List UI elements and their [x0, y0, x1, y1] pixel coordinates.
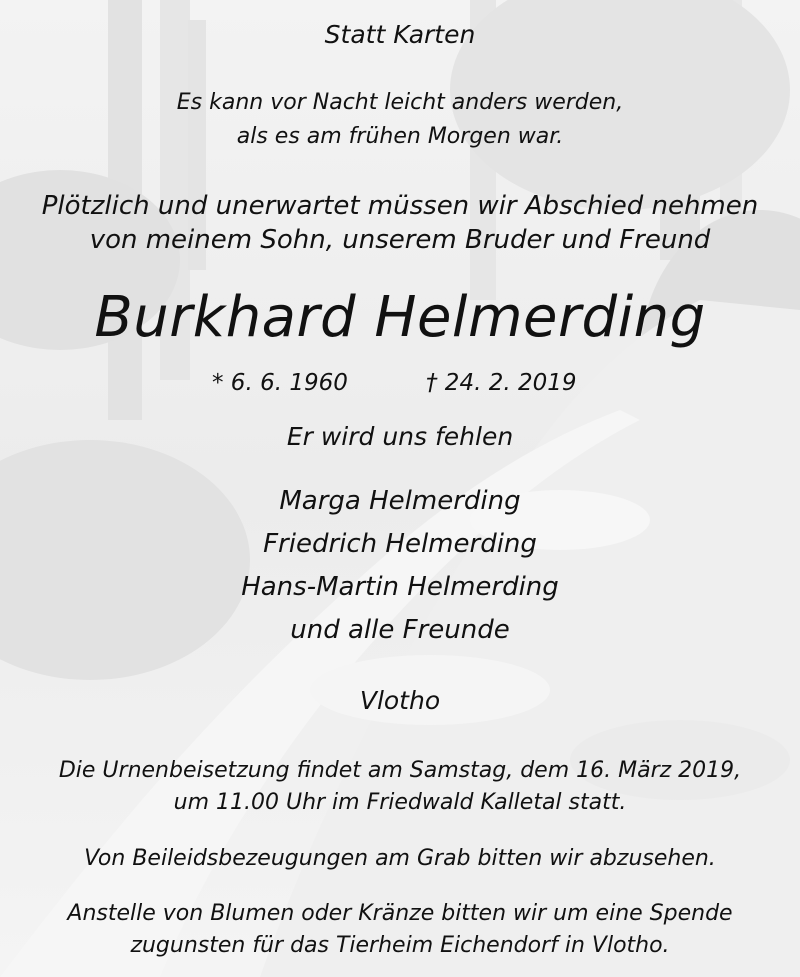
mourner-2: Friedrich Helmerding [263, 529, 537, 559]
death-date: † 24. 2. 2019 [426, 370, 577, 396]
intro-line-2: von meinem Sohn, unserem Bruder und Freund [89, 225, 711, 255]
deceased-name: Burkhard Helmerding [94, 285, 706, 350]
life-dates [0, 370, 800, 398]
funeral-line-2: um 11.00 Uhr im Friedwald Kalletal statt. [173, 790, 627, 815]
birth-date: * 6. 6. 1960 [212, 370, 348, 396]
sentiment: Er wird uns fehlen [286, 422, 514, 451]
mourner-3: Hans-Martin Helmerding [241, 572, 559, 602]
condolence-note: Von Beileidsbezeugungen am Grab bitten wir abzusehen. [84, 846, 716, 871]
funeral-line-1: Die Urnenbeisetzung findet am Samstag, dem 16. März 2019, [58, 758, 742, 783]
poem-line-1: Es kann vor Nacht leicht anders werden, [176, 90, 624, 115]
mourner-4: und alle Freunde [290, 615, 510, 645]
poem-line-2: als es am frühen Morgen war. [236, 124, 564, 149]
place: Vlotho [359, 686, 441, 715]
donation-line-1: Anstelle von Blumen oder Kränze bitten wir um eine Spende [67, 901, 733, 926]
donation-line-2: zugunsten für das Tierheim Eichendorf in Vlotho. [130, 933, 670, 958]
heading: Statt Karten [324, 20, 476, 49]
intro-line-1: Plötzlich und unerwartet müssen wir Abschied nehmen [41, 191, 759, 221]
mourner-1: Marga Helmerding [279, 486, 521, 516]
